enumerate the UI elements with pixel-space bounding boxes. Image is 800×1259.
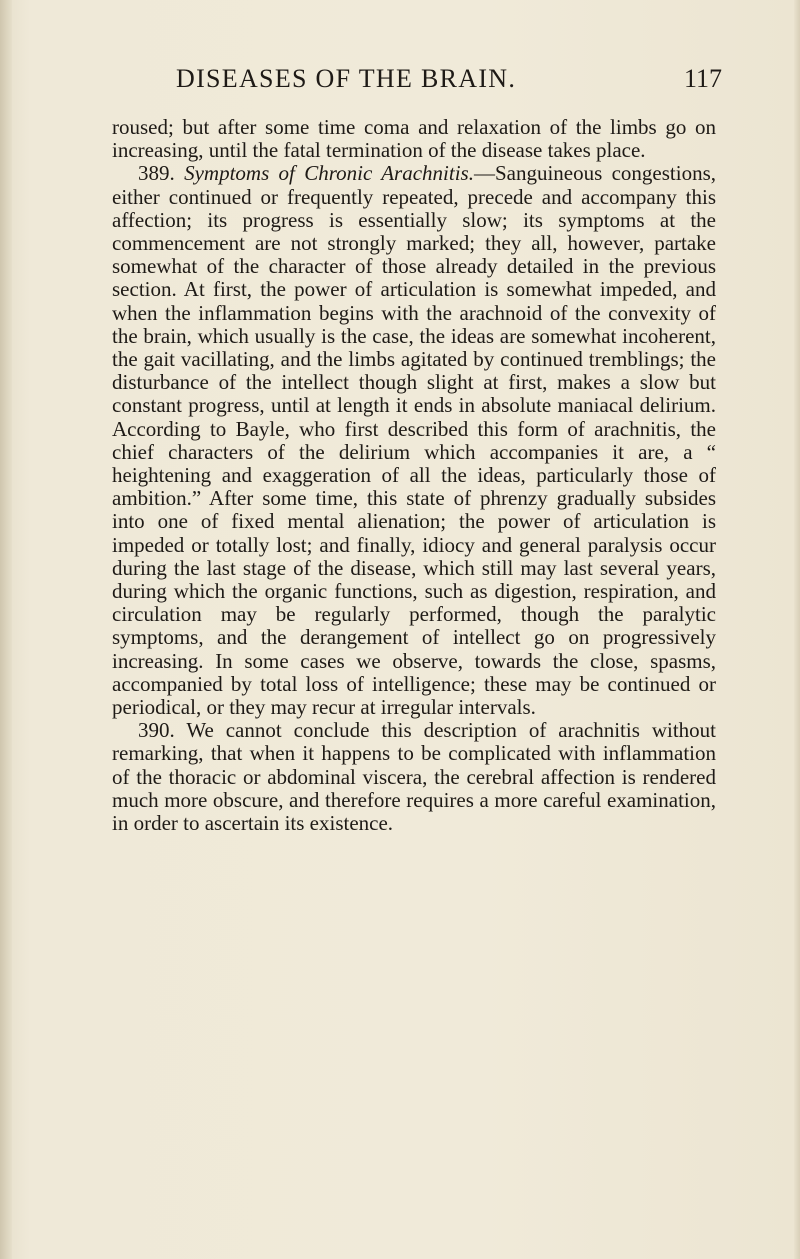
running-title: DISEASES OF THE BRAIN. [176,64,517,93]
paragraph-390 [112,719,716,835]
section-number: 390. [138,718,175,743]
section-number: 389. [138,161,175,186]
page-header [112,62,722,96]
paragraph-text: roused; but after some time coma and relaxation of the limbs go on increasing, until the fatal termination of the disease takes place. [112,115,716,163]
paragraph-text: Sanguineous congestions, either continued or frequently repeated, precede and accompany this affection; its progress is essentially slow; its symptoms at the commencement are not strongly marked; they all, however, partake somewhat of the character of those already detailed in the previous section. At first, the power of articulation is somewhat impeded, and when the inflammation begins with the arachnoid of the convexity of the brain, which usually is the case, the ideas are somewhat incoherent, the gait vacillating, and the limbs agitated by continued tremblings; the disturbance of the intellect though slight at first, makes a slow but constant progress, until at length it ends in absolute maniacal delirium. According to Bayle, who first described this form of arachnitis, the chief characters of the delirium which accompanies it are, a “ heightening and exaggeration of all the ideas, particularly those of ambition.” After some time, this state of phrenzy gradually subsides into one of fixed mental alienation; the power of articulation is impeded or totally lost; and finally, idiocy and general paralysis occur during the last stage of the disease, which still may last several years, during which the organic functions, such as digestion, respiration, and circulation may be regularly performed, though the paralytic symptoms, and the derangement of intellect go on progressively increasing. In some cases we observe, towards the close, spasms, accompanied by total loss of intelligence; these may be continued or periodical, or they may recur at irregular intervals. [112,161,717,720]
paragraph-continuation [112,116,716,162]
paragraph-text: We cannot conclude this description of arachnitis without remarking, that when it happens to be complicated with inflammation of the thoracic or abdominal viscera, the cerebral affection is rendered much more obscure, and therefore requires a more careful examination, in order to ascertain its existence. [112,718,716,836]
page-edge [794,0,800,1259]
body-text [112,116,716,835]
page-number: 117 [683,64,722,93]
section-heading: Symptoms of Chronic Arachnitis. [184,161,474,186]
paragraph-389 [112,162,716,719]
page-gutter [0,0,12,1259]
heading-dash: — [473,161,495,186]
